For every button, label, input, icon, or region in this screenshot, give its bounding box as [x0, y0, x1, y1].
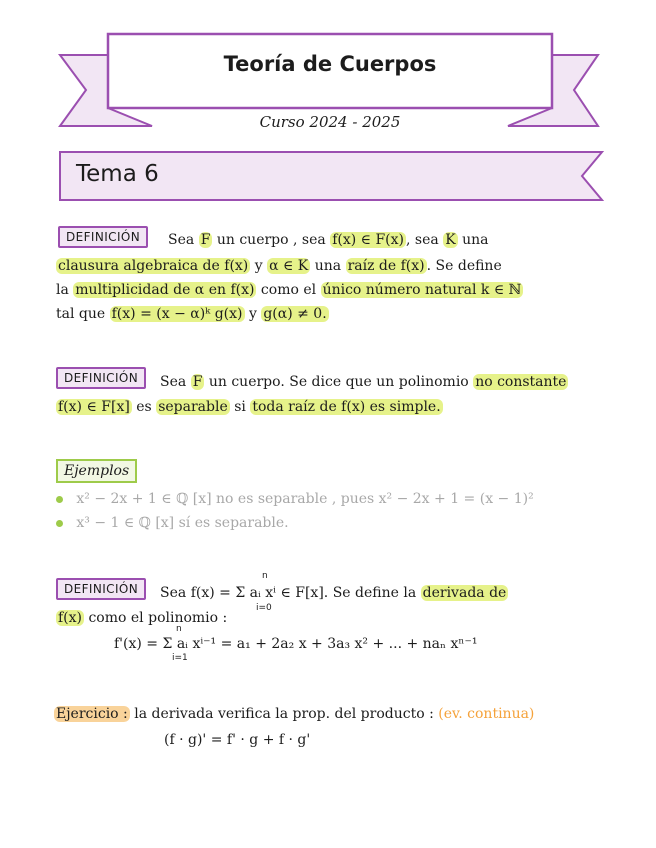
- def1-line-3: la multiplicidad de α en f(x) como el único número natural k ∈ ℕ: [56, 282, 522, 298]
- definition-label-2: DEFINICIÓN: [56, 367, 146, 389]
- page-title: Teoría de Cuerpos: [223, 52, 437, 76]
- def1-line-4: tal que f(x) = (x − α)ᵏ g(x) y g(α) ≠ 0.: [56, 306, 327, 322]
- def1-line-1: Sea F un cuerpo , sea f(x) ∈ F(x) , sea K una: [168, 232, 489, 248]
- sum2-upper-limit: n: [176, 624, 182, 634]
- definition-label-1: DEFINICIÓN: [58, 226, 148, 248]
- exercise-line: Ejercicio : la derivada verifica la prop. del producto : (ev. continua): [56, 706, 535, 722]
- course-year: Curso 2024 - 2025: [259, 113, 401, 131]
- example-item-2: x³ − 1 ∈ ℚ [x] sí es separable.: [56, 515, 289, 531]
- bullet-dot-icon: [56, 496, 63, 503]
- bullet-dot-icon: [56, 520, 63, 527]
- examples-label: Ejemplos: [56, 459, 137, 483]
- exercise-note: (ev. continua): [438, 706, 535, 722]
- sum2-lower-limit: i=1: [172, 653, 188, 663]
- derivative-formula: f'(x) = Σ aᵢ xⁱ⁻¹ = a₁ + 2a₂ x + 3a₃ x² + ... + naₙ xⁿ⁻¹: [114, 636, 478, 652]
- example-item-1: x² − 2x + 1 ∈ ℚ [x] no es separable , pues x² − 2x + 1 = (x − 1)²: [56, 491, 534, 507]
- section-title: Tema 6: [76, 161, 159, 187]
- definition-label-3: DEFINICIÓN: [56, 578, 146, 600]
- def1-line-2: clausura algebraica de f(x) y α ∈ K una raíz de f(x) . Se define: [58, 258, 502, 274]
- sum-lower-limit: i=0: [256, 603, 272, 613]
- def3-line-2: f(x) como el polinomio :: [58, 610, 228, 626]
- def2-line-2: f(x) ∈ F[x] es separable si toda raíz de f(x) es simple.: [58, 399, 441, 415]
- exercise-label: Ejercicio :: [56, 706, 128, 722]
- sum-upper-limit: n: [262, 571, 268, 581]
- def2-line-1: Sea F un cuerpo. Se dice que un polinomio no constante: [160, 374, 567, 390]
- exercise-formula: (f · g)' = f' · g + f · g': [164, 732, 311, 748]
- def3-line-1: Sea f(x) = Σ aᵢ xⁱ ∈ F[x]. Se define la derivada de: [160, 585, 507, 601]
